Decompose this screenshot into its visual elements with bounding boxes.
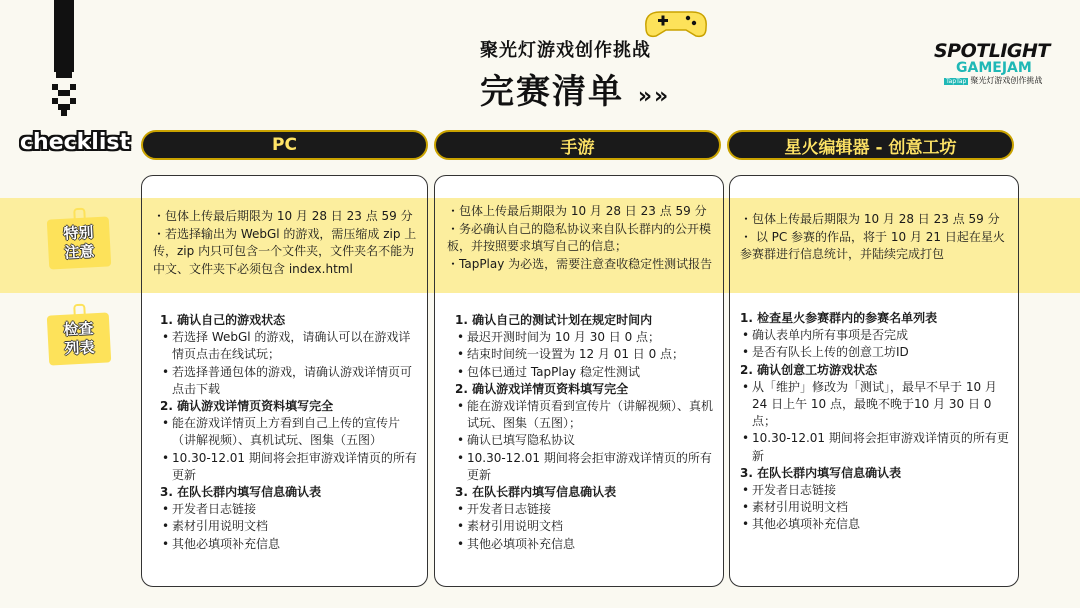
row-label-check-line2: 列表 — [64, 338, 95, 358]
check-item: • 开发者日志链接 — [455, 501, 715, 518]
check-item: • 最迟开测时间为 10 月 30 日 0 点； — [455, 329, 715, 346]
check-heading: 3. 在队长群内填写信息确认表 — [740, 465, 902, 480]
double-arrow-icon: »» — [637, 84, 671, 109]
checks-pc — [160, 312, 418, 553]
check-item: • 素材引用说明文档 — [740, 499, 1010, 516]
check-item: • 10.30-12.01 期间将会拒审游戏详情页的所有更新 — [455, 450, 715, 484]
checklist-label: checklist — [20, 130, 130, 155]
note-item: ・包体上传最后期限为 10 月 28 日 23 点 59 分 — [153, 209, 413, 223]
row-label-note-line1: 特别 — [63, 223, 94, 243]
row-label-note-line2: 注意 — [64, 242, 95, 262]
notes-spark — [740, 211, 1012, 264]
check-heading: 2. 确认游戏详情页资料填写完全 — [455, 381, 629, 396]
page-title — [480, 64, 720, 113]
check-item: • 其他必填项补充信息 — [160, 536, 418, 553]
pin-icon — [73, 304, 86, 323]
logo-subtitle — [944, 75, 1044, 86]
check-item: • 素材引用说明文档 — [160, 518, 418, 535]
logo-subtitle-text: 聚光灯游戏创作挑战 — [970, 76, 1043, 85]
title-block — [480, 36, 720, 113]
note-item: ・包体上传最后期限为 10 月 28 日 23 点 59 分 — [740, 212, 1000, 226]
check-item: • 能在游戏详情页看到宣传片（讲解视频）、真机试玩、图集（五图）； — [455, 398, 715, 432]
check-item: • 其他必填项补充信息 — [740, 516, 1010, 533]
row-label-check — [47, 312, 112, 365]
logo-spotlight: SPOTLIGHT — [934, 40, 1050, 62]
column-header-pc: PC — [141, 130, 428, 160]
column-header-spark: 星火编辑器 - 创意工坊 — [727, 130, 1014, 160]
logo-taptap-tag: TapTap — [946, 78, 967, 85]
check-item: • 从「维护」修改为「测试」，最早不早于 10 月 24 日上午 10 点，最晚不晚于10 月 30 日 0点； — [740, 379, 1010, 431]
check-item: • 10.30-12.01 期间将会拒审游戏详情页的所有更新 — [740, 430, 1010, 464]
check-item: • 素材引用说明文档 — [455, 518, 715, 535]
title-subtitle: 聚光灯游戏创作挑战 — [480, 40, 651, 61]
check-heading: 3. 在队长群内填写信息确认表 — [160, 485, 322, 500]
check-heading: 1. 确认自己的测试计划在规定时间内 — [455, 313, 653, 327]
note-item: ・务必确认自己的隐私协议来自队长群内的公开模板，并按照要求填写自己的信息； — [447, 221, 712, 253]
spotlight-gamejam-logo — [934, 40, 1050, 96]
logo-gamejam: GAMEJAM — [956, 60, 1032, 76]
check-heading: 1. 检查星火参赛群内的参赛名单列表 — [740, 311, 938, 325]
pin-icon — [73, 208, 86, 227]
notes-pc — [153, 208, 423, 278]
check-item: • 是否有队长上传的创意工坊ID — [740, 344, 1010, 361]
check-item: • 开发者日志链接 — [740, 482, 1010, 499]
check-heading: 2. 确认游戏详情页资料填写完全 — [160, 399, 334, 414]
note-item: ・ 以 PC 参赛的作品，将于 10 月 21 日起在星火参赛群进行信息统计，并陆续完成打包 — [740, 229, 1005, 261]
notes-mobile — [447, 203, 715, 273]
check-heading: 1. 确认自己的游戏状态 — [160, 313, 286, 327]
note-item: ・TapPlay 为必选，需要注意查收稳定性测试报告 — [447, 256, 713, 271]
row-label-note — [47, 216, 112, 269]
column-header-mobile: 手游 — [434, 130, 721, 160]
check-item: • 开发者日志链接 — [160, 501, 418, 518]
check-item: • 能在游戏详情页上方看到自己上传的宣传片（讲解视频）、真机试玩、图集（五图） — [160, 415, 418, 449]
pixel-arrow-icon — [52, 0, 76, 120]
check-item: • 结束时间统一设置为 12 月 01 日 0 点； — [455, 346, 715, 363]
check-item: • 包体已通过 TapPlay 稳定性测试 — [455, 364, 715, 381]
check-item: • 其他必填项补充信息 — [455, 536, 715, 553]
check-heading: 3. 在队长群内填写信息确认表 — [455, 485, 617, 500]
check-item: • 若选择 WebGl 的游戏，请确认可以在游戏详情页点击在线试玩； — [160, 329, 418, 363]
note-item: ・若选择输出为 WebGl 的游戏，需压缩成 zip 上传，zip 内只可包含一个文件夹，文件夹名不能为中文、文件夹下必须包含 index.html — [153, 226, 417, 276]
check-item: • 若选择普通包体的游戏，请确认游戏详情页可点击下载 — [160, 364, 418, 398]
check-heading: 2. 确认创意工坊游戏状态 — [740, 362, 878, 377]
check-item: • 10.30-12.01 期间将会拒审游戏详情页的所有更新 — [160, 450, 418, 484]
note-item: ・包体上传最后期限为 10 月 28 日 23 点 59 分 — [447, 204, 707, 218]
check-item: • 确认已填写隐私协议 — [455, 432, 715, 449]
checks-mobile — [455, 312, 715, 553]
check-item: • 确认表单内所有事项是否完成 — [740, 327, 1010, 344]
checks-spark — [740, 310, 1010, 534]
page-title-text: 完赛清单 — [480, 72, 624, 112]
row-label-check-line1: 检查 — [63, 319, 94, 339]
